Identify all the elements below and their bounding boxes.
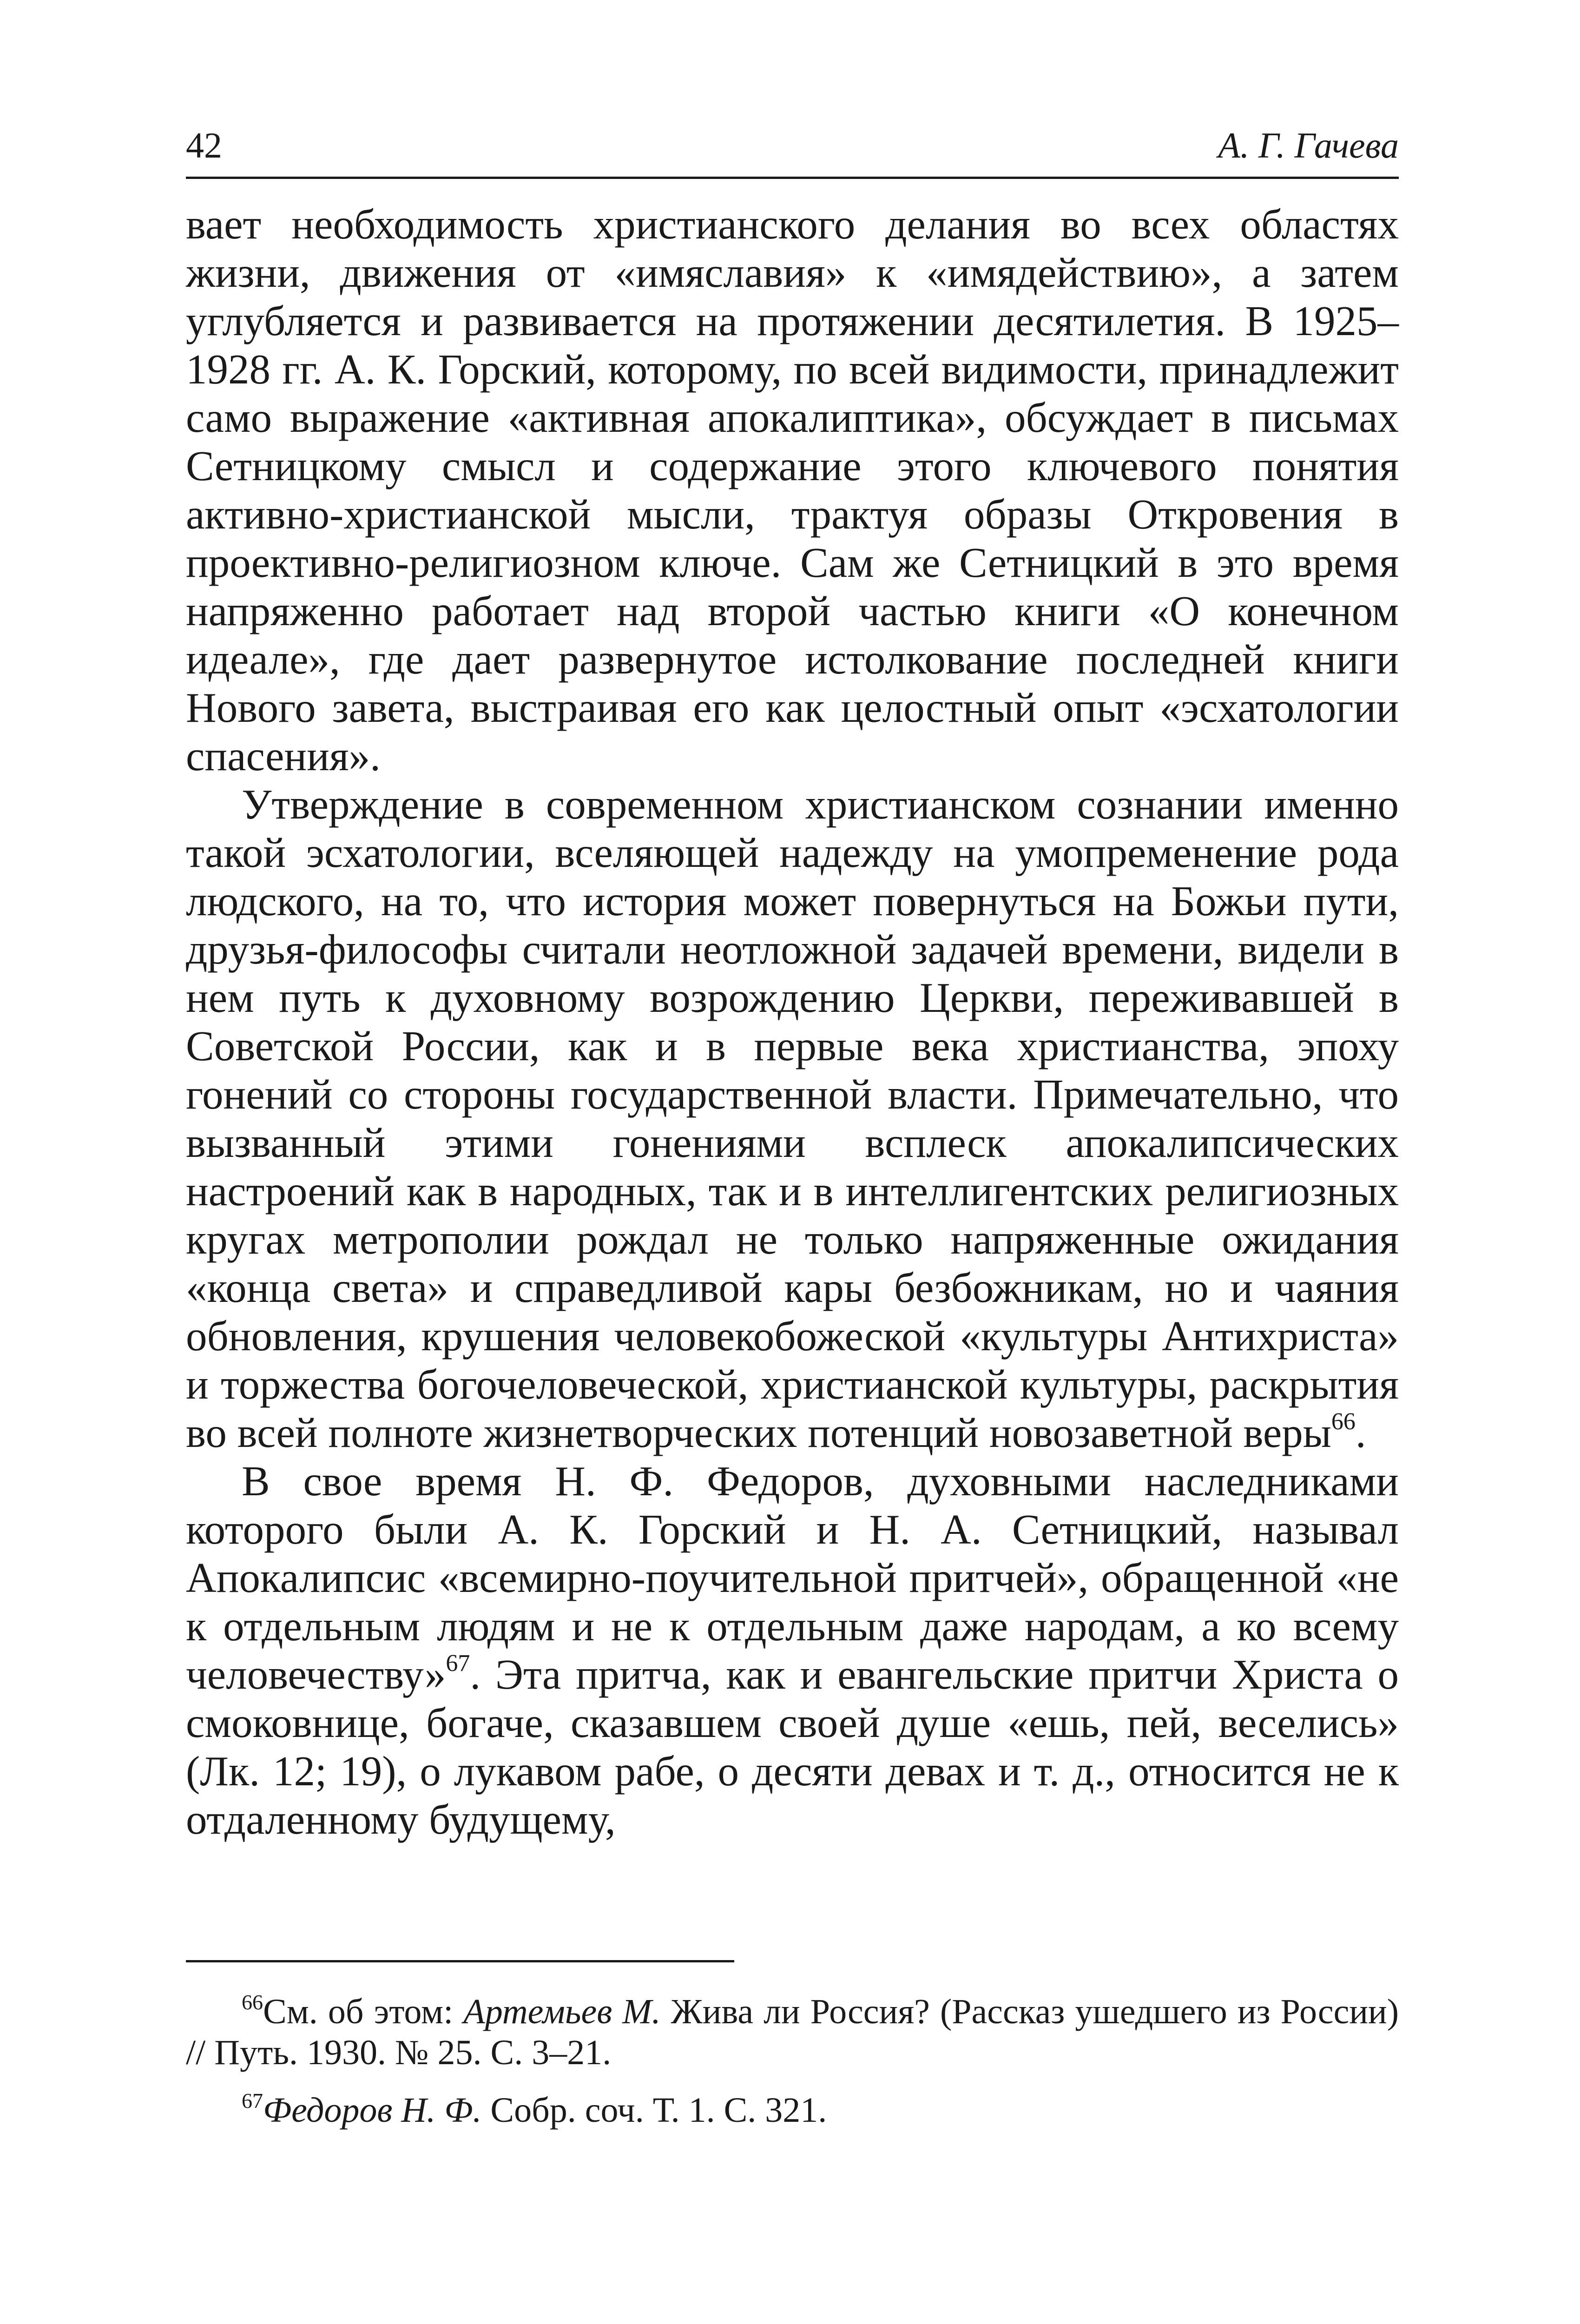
paragraph-3-text-b: . Эта притча, как и евангельские притчи Христа о смоковнице, богаче, сказавшем своей душе «ешь, пей, веселись» (Лк. 12; 19), о лукавом рабе, о десяти девах и т. д., относится не к отдаленному будущему, xyxy=(186,1651,1399,1843)
footnote-author: Федоров Н. Ф. xyxy=(263,2091,482,2130)
footnote-citation: Жива ли Россия? (Рассказ ушедшего из России) // Путь. 1930. № 25. С. 3–21. xyxy=(186,1992,1399,2072)
paragraph-3-text-a: В свое время Н. Ф. Федоров, духовными наследниками которого были А. К. Горский и Н. А. Сетницкий, называл Апокалипсис «всемирно-поучительной притчей», обращенной «не к отдельным людям и не к отдельным даже народам, а ко всему человечеству» xyxy=(186,1458,1399,1698)
body-text xyxy=(186,200,1399,1844)
footnote-number: 67 xyxy=(242,2089,263,2113)
footnote-66 xyxy=(186,1991,1399,2073)
footnote-citation: Собр. соч. Т. 1. С. 321. xyxy=(481,2091,827,2130)
paragraph-1 xyxy=(186,200,1399,780)
footnote-lead: См. об этом: xyxy=(263,1992,464,2031)
book-page xyxy=(186,107,1399,2147)
footnote-67 xyxy=(186,2090,1399,2131)
page-number: 42 xyxy=(186,125,222,165)
running-head xyxy=(186,107,1399,179)
paragraph-2 xyxy=(186,780,1399,1457)
footnotes xyxy=(186,1991,1399,2131)
paragraph-2-end: . xyxy=(1355,1409,1366,1456)
paragraph-3 xyxy=(186,1457,1399,1844)
footnote-divider xyxy=(186,1960,734,1962)
footnote-ref-67[interactable]: 67 xyxy=(446,1650,470,1677)
footnote-ref-66[interactable]: 66 xyxy=(1331,1408,1356,1435)
footnote-author: Артемьев М. xyxy=(463,1992,661,2031)
paragraph-1-text: вает необходимость христианского делания во всех областях жизни, движения от «имяславия» к «имядействию», а затем углубляется и развивается на протяжении десятилетия. В 1925–1928 гг. А. К. Горский, которому, по всей видимости, принадлежит само выражение «активная апокалиптика», обсуждает в письмах Сетницкому смысл и содержание этого ключевого понятия активно-христианской мысли, трактуя образы Откровения в проективно-религиозном ключе. Сам же Сетницкий в это время напряженно работает над второй частью книги «О конечном идеале», где дает развернутое истолкование последней книги Нового завета, выстраивая его как целостный опыт «эсхатологии спасения». xyxy=(186,201,1399,779)
footnote-number: 66 xyxy=(242,1990,263,2014)
paragraph-2-text: Утверждение в современном христианском сознании именно такой эсхатологии, вселяющей надежду на умопременение рода людского, на то, что история может повернуться на Божьи пути, друзья-философы считали неотложной задачей времени, видели в нем путь к духовному возрождению Церкви, переживавшей в Советской России, как и в первые века христианства, эпоху гонений со стороны государственной власти. Примечательно, что вызванный этими гонениями всплеск апокалипсических настроений как в народных, так и в интеллигентских религиозных кругах метрополии рождал не только напряженные ожидания «конца света» и справедливой кары безбожникам, но и чаяния обновления, крушения человекобожеской «культуры Антихриста» и торжества богочеловеческой, христианской культуры, раскрытия во всей полноте жизнетворческих потенций новозаветной веры xyxy=(186,781,1399,1456)
running-head-author: А. Г. Гачева xyxy=(1218,125,1399,165)
